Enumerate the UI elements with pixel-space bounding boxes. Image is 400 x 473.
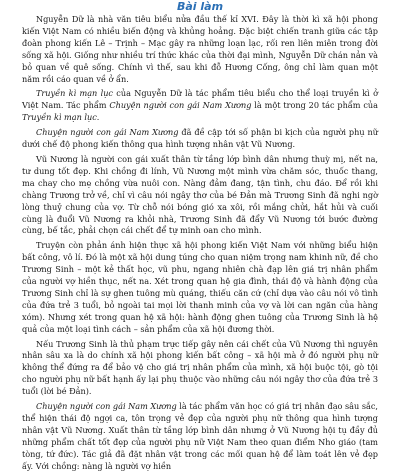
italic-text: Chuyện người con gái Nam Xương	[36, 401, 177, 412]
paragraph	[22, 14, 378, 85]
paragraph	[22, 339, 378, 399]
section-title: Bài làm	[176, 0, 224, 13]
text-run: Vũ Nương là người con gái xuất thân từ tầng lớp bình dân nhưng thuỳ mị, nết na, tư dung tốt đẹp. Khi chồng đi lính, Vũ Nương một mình vừa chăm sóc, thuốc thang, ma chay cho mẹ chồng vừa nuôi con. Nàng đảm đang, tận tình, chu đáo. Để rồi khi chàng Trương trở về, chỉ vì câu nói ngây thơ của bé Đản mà Trương Sinh đã nghi ngờ lòng thuỷ chung của vợ. Từ chỗ nói bóng gió xa xôi, rồi mắng chửi, hắt hủi và cuối cùng là đuổi Vũ Nương ra khỏi nhà, Trương Sinh đã đẩy Vũ Nương tới bước đường cùng, bế tắc, phải chọn cái chết để tự minh oan cho mình.	[22, 153, 378, 236]
paragraph	[22, 240, 378, 335]
text-run: là một trong 20 tác phẩm của	[251, 100, 378, 111]
italic-text: Chuyện người con gái Nam Xương	[109, 100, 252, 111]
document-body	[22, 14, 378, 473]
text-run: Truyện còn phản ánh hiện thực xã hội phong kiến Việt Nam với những biểu hiện bất công, vô lí. Đó là một xã hội dung túng cho quan niệm trọng nam khinh nữ, đề cho Trương Sinh – một kẻ thất học, vũ phu, ngang nhiên chà đạp lên giá trị nhân phẩm của người vợ hiền thục, nết na. Xét trong quan hệ gia đình, thái độ và hành động của Trương Sinh chỉ là sự ghen tuông mù quáng, thiếu căn cứ (chỉ dựa vào câu nói vô tình của đứa trẻ 3 tuổi, bỏ ngoài tai mọi lời thanh minh của vợ và lời can ngăn của hàng xóm). Nhưng xét trong quan hệ xã hội: hành động ghen tuông của Trương Sinh là hệ quả của một loại tình cách – sản phẩm của xã hội đương thời.	[22, 240, 378, 334]
italic-text: Chuyện người con gái Nam Xương	[36, 127, 179, 138]
text-run: .	[96, 112, 100, 123]
text-run: đã đề cập tới số phận bi kịch của người phụ nữ dưới chế độ phong kiến thông qua hình tượng nhân vật Vũ Nương.	[22, 127, 378, 150]
text-run: Nếu Trương Sinh là thủ phạm trực tiếp gây nên cái chết của Vũ Nương thì nguyên nhân sâu xa là do chính xã hội phong kiến bất công – xã hội mà ở đó người phụ nữ không thể đứng ra để bảo vệ cho giá trị nhân phẩm của mình, xã hội buộc tội, gò tội cho người phụ nữ bất hạnh ấy lại phụ thuộc vào những câu nói ngây thơ của đứa trẻ 3 tuổi (lời bé Đản).	[22, 338, 378, 397]
italic-text: Truyền kì mạn lục	[36, 88, 113, 99]
paragraph	[22, 154, 378, 237]
italic-text: Truyền kì mạn lục	[22, 112, 97, 123]
paragraph	[22, 127, 378, 151]
text-run: là tác phẩm văn học có giá trị nhân đạo sâu sắc, thể hiện thái độ ngợi ca, tôn trọng vẻ đẹp của người phụ nữ thông qua hình tượng nhân vật Vũ Nương. Xuất thân từ tầng lớp bình dân nhưng ở Vũ Nương hội tụ đầy đủ những phẩm chất tốt đẹp của người phụ nữ Việt Nam theo quan điểm Nho giáo (tam tòng, tứ đức). Tác giả đã đặt nhân vật trong các mối quan hệ để làm toát lên vẻ đẹp ấy. Với chồng: nàng là người vợ hiền	[22, 401, 378, 471]
text-run: của Nguyễn Dữ là tác phẩm tiêu biểu cho thể loại truyền kì ở Việt Nam. Tác phẩm	[22, 88, 378, 111]
paragraph	[22, 401, 378, 472]
text-run: Nguyễn Dữ là nhà văn tiêu biểu nửa đầu thế kỉ XVI. Đây là thời kì xã hội phong kiến Việt Nam có nhiều biến động và khủng hoảng. Đặc biệt chiến tranh giữa các tập đoàn phong kiến Lê – Trịnh – Mạc gây ra những loạn lạc, rối ren liên miên trong đời sống xã hội. Giống như nhiều trí thức khác của thời đại mình, Nguyễn Dữ chán nản và bỏ quan về quê sống. Chính vì thế, sau khi đỗ Hương Cống, ông chỉ làm quan một năm rồi cáo quan về ở ẩn.	[22, 14, 378, 84]
paragraph	[22, 88, 378, 124]
